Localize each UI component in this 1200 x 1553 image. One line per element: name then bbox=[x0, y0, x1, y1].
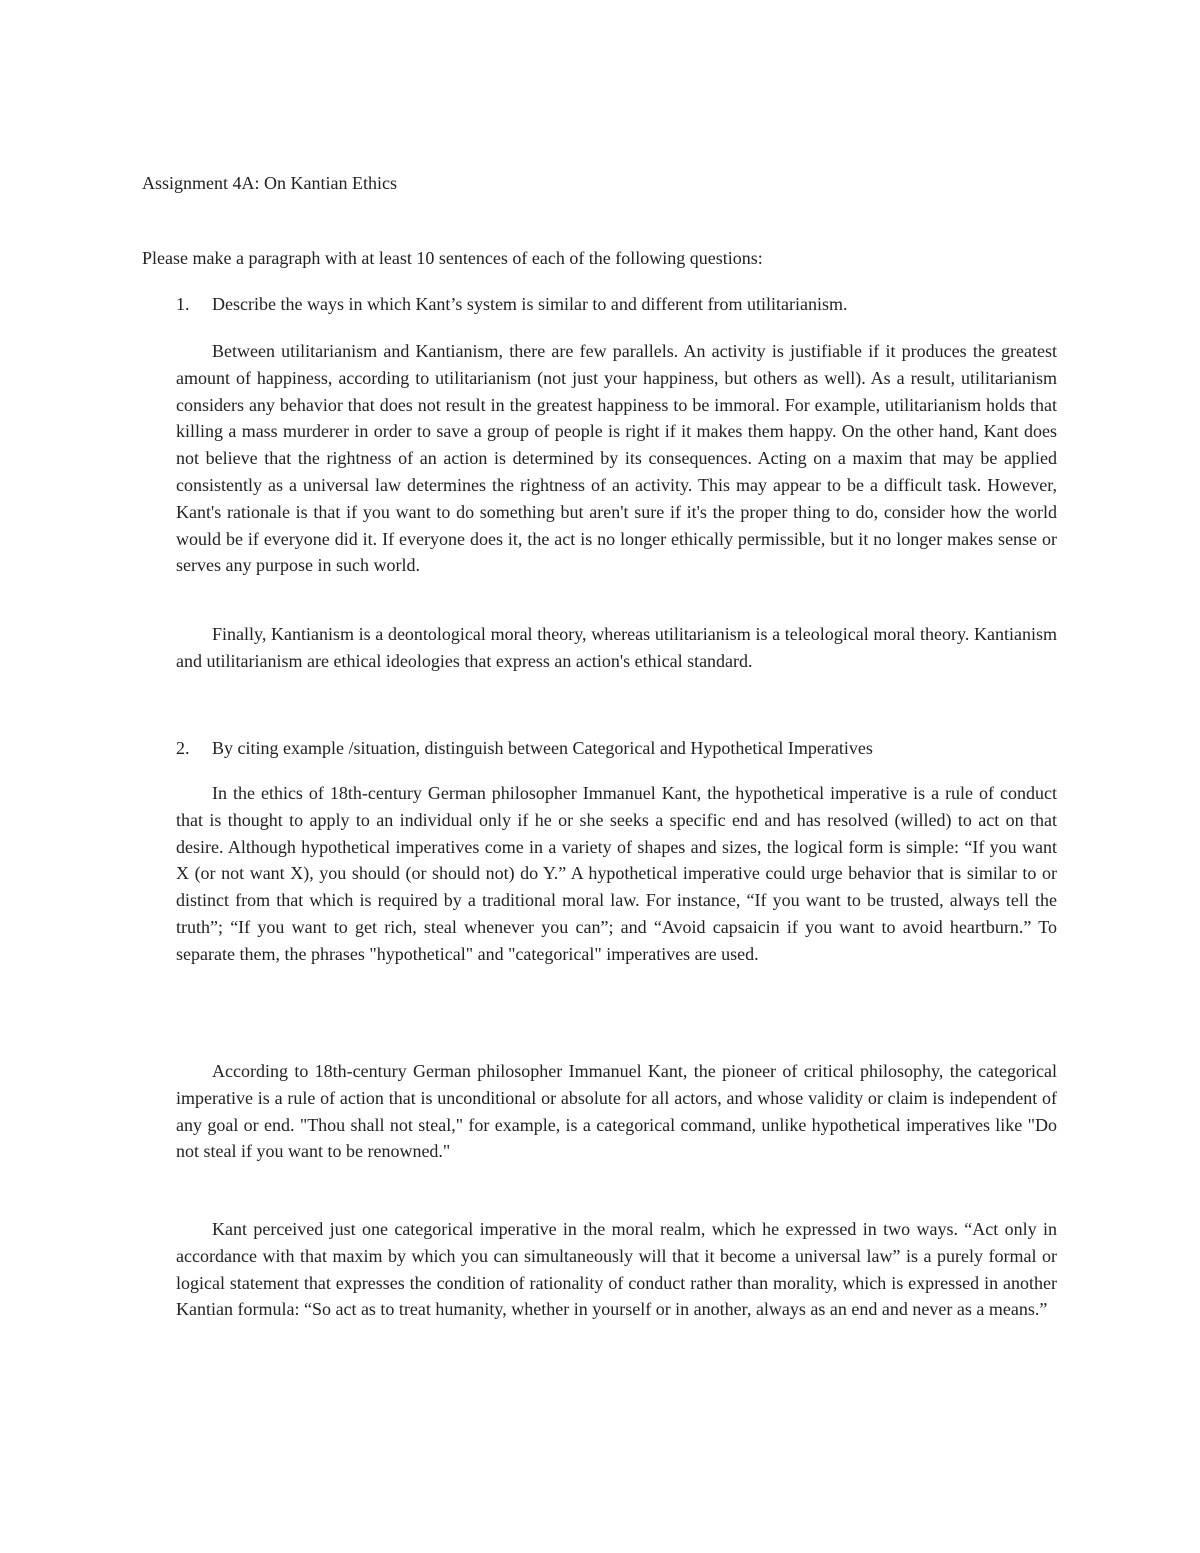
question-text: Describe the ways in which Kant’s system is similar to and different from utilitarianism. bbox=[212, 294, 848, 314]
answer-paragraph: According to 18th-century German philosopher Immanuel Kant, the pioneer of critical philosophy, the categorical imperative is a rule of action that is unconditional or absolute for all actors, and whose validity or claim is independent of any goal or end. "Thou shall not steal," for example, is a categorical command, unlike hypothetical imperatives like "Do not steal if you want to be renowned." bbox=[176, 1061, 1057, 1162]
answer-paragraph: In the ethics of 18th-century German philosopher Immanuel Kant, the hypothetical imperative is a rule of conduct that is thought to apply to an individual only if he or she seeks a specific end and has resolved (willed) to act on that desire. Although hypothetical imperatives come in a variety of shapes and sizes, the logical form is simple: “If you want X (or not want X), you should (or should not) do Y.” A hypothetical imperative could urge behavior that is similar to or distinct from that which is required by a traditional moral law. For instance, “If you want to be trusted, always tell the truth”; “If you want to get rich, steal whenever you can”; and “Avoid capsaicin if you want to avoid heartburn.” To separate them, the phrases "hypothetical" and "categorical" imperatives are used. bbox=[176, 783, 1057, 964]
answer-paragraph: Kant perceived just one categorical imperative in the moral realm, which he expressed in two ways. “Act only in accordance with that maxim by which you can simultaneously will that it become a universal law” is a purely formal or logical statement that expresses the condition of rationality of conduct rather than morality, which is expressed in another Kantian formula: “So act as to treat humanity, whether in yourself or in another, always as an end and never as a means.” bbox=[176, 1219, 1057, 1320]
question-2 bbox=[176, 736, 873, 760]
answer-paragraph: Finally, Kantianism is a deontological moral theory, whereas utilitarianism is a teleological moral theory. Kantianism and utilitarianism are ethical ideologies that express an action's ethical standard. bbox=[176, 624, 1057, 671]
assignment-instruction: Please make a paragraph with at least 10 sentences of each of the following questions: bbox=[142, 248, 763, 268]
answer-paragraph: Between utilitarianism and Kantianism, there are few parallels. An activity is justifiable if it produces the greatest amount of happiness, according to utilitarianism (not just your happiness, but others as well). As a result, utilitarianism considers any behavior that does not result in the greatest happiness to be immoral. For example, utilitarianism holds that killing a mass murderer in order to save a group of people is right if it makes them happy. On the other hand, Kant does not believe that the rightness of an action is determined by its consequences. Acting on a maxim that may be applied consistently as a universal law determines the rightness of an activity. This may appear to be a difficult task. However, Kant's rationale is that if you want to do something but aren't sure if it's the proper thing to do, consider how the world would be if everyone did it. If everyone does it, the act is no longer ethically permissible, but it no longer makes sense or serves any purpose in such world. bbox=[176, 341, 1057, 576]
question-1 bbox=[176, 292, 848, 316]
document-title: Assignment 4A: On Kantian Ethics bbox=[142, 173, 397, 193]
question-text: By citing example /situation, distinguish between Categorical and Hypothetical Imperatives bbox=[212, 738, 873, 758]
question-number: 1. bbox=[176, 294, 190, 314]
question-number: 2. bbox=[176, 738, 190, 758]
